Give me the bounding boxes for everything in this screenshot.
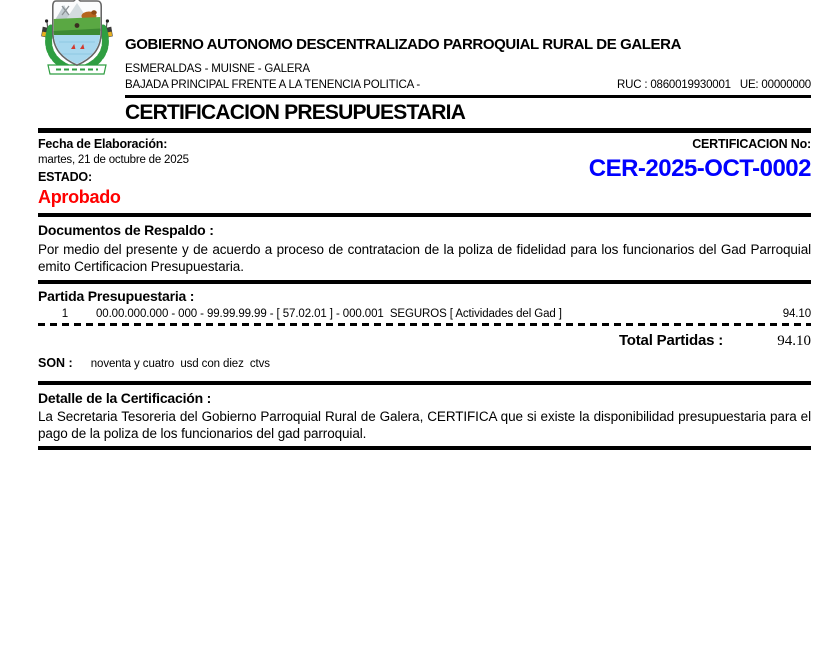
table-row: [38, 307, 811, 321]
divider-rule: [38, 446, 811, 450]
amount-in-words-row: [38, 356, 811, 371]
org-ruc: RUC : 0860019930001 UE: 00000000: [617, 79, 811, 91]
info-right: [589, 137, 811, 207]
info-block: [38, 137, 811, 207]
org-name: GOBIERNO AUTONOMO DESCENTRALIZADO PARROQUIAL RURAL DE GALERA: [125, 36, 682, 53]
estado-label: ESTADO:: [38, 170, 92, 184]
document-title: CERTIFICACION PRESUPUESTARIA: [125, 101, 466, 124]
son-label: SON :: [38, 356, 73, 370]
total-value: 94.10: [777, 333, 811, 349]
org-address: BAJADA PRINCIPAL FRENTE A LA TENENCIA POLITICA -: [125, 79, 421, 91]
cert-no-label: CERTIFICACION No:: [692, 137, 811, 151]
son-value: noventa y cuatro usd con diez ctvs: [90, 358, 270, 370]
fecha-value: martes, 21 de octubre de 2025: [38, 154, 189, 166]
info-left: [38, 137, 189, 207]
divider-rule: [38, 213, 811, 217]
partida-detail: 00.00.000.000 - 000 - 99.99.99.99 - [ 57.02.01 ] - 000.001 SEGUROS [ Actividades del Gad ]: [96, 308, 562, 320]
partida-title: Partida Presupuestaria :: [38, 288, 195, 304]
address-row: [125, 79, 811, 98]
total-row: [38, 332, 811, 350]
partida-amount: 94.10: [782, 308, 811, 320]
partida-number: 1: [61, 308, 68, 320]
divider-rule: [38, 280, 811, 284]
respaldo-text: Por medio del presente y de acuerdo a proceso de contratacion de la poliza de fidelidad para los funcionarios del Gad Parroquial emito Certificacion Presupuestaria.: [38, 242, 811, 274]
dashed-divider: [38, 323, 811, 326]
total-label: Total Partidas :: [618, 332, 723, 349]
detalle-title: Detalle de la Certificación :: [38, 390, 212, 406]
detalle-text: La Secretaria Tesoreria del Gobierno Parroquial Rural de Galera, CERTIFICA que si existe la disponibilidad presupuestaria para el pago de la poliza de los funcionarios del gad parroquial.: [38, 409, 811, 441]
coat-of-arms-logo: [35, 0, 119, 80]
cert-no-value: CER-2025-OCT-0002: [588, 155, 811, 182]
divider-rule: [38, 128, 811, 133]
respaldo-title: Documentos de Respaldo :: [38, 222, 214, 238]
estado-value: Aprobado: [38, 187, 121, 207]
fecha-label: Fecha de Elaboración:: [38, 137, 168, 151]
divider-rule: [38, 381, 811, 385]
document-header: [38, 0, 811, 126]
org-location: ESMERALDAS - MUISNE - GALERA: [125, 63, 310, 75]
